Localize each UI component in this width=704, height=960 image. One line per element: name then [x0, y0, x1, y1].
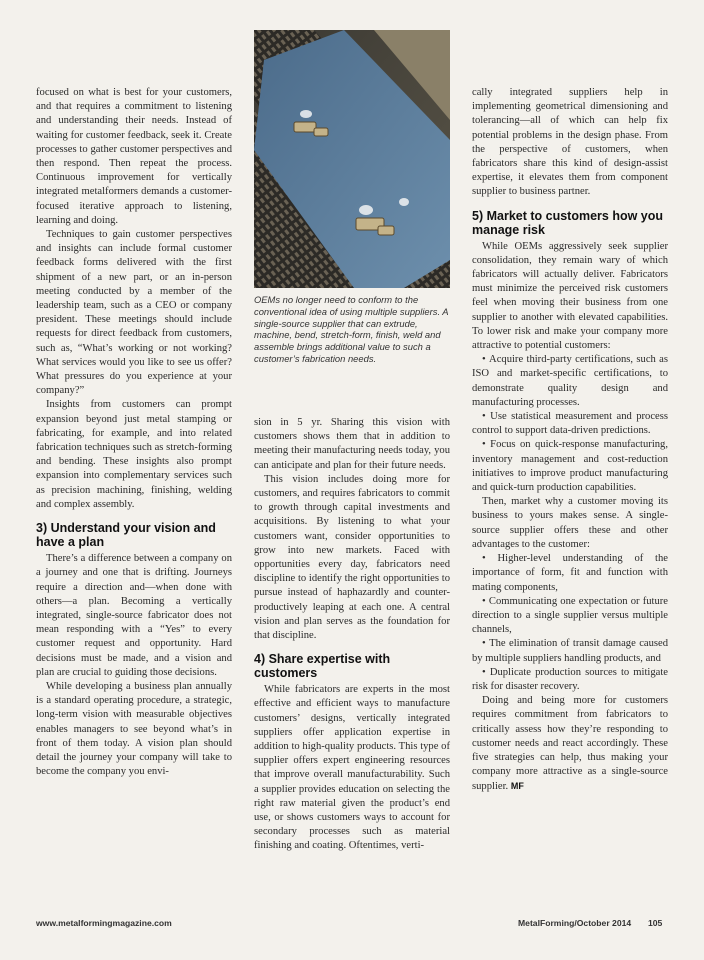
closing-text: Doing and being more for customers requires commitment from fabricators to critically assess how they’re responding to customer needs and react accordingly. These five strategies can help, thus making your company more attractive as a single-source supplier.: [472, 695, 668, 793]
photo-caption: OEMs no longer need to conform to the conventional idea of using multiple suppliers. A single-source supplier that can extrude, machine, bend, stretch-form, finish, weld and assemble brings additional value to such a customer’s fabrication needs.: [254, 294, 449, 364]
paragraph: cally integrated suppliers help in implementing geometrical dimensioning and tolerancing—all of which can help fix potential problems in the design phase. From the perspective of customers, when fabricators share this kind of design-assist expertise, it elevates them from component supplier to business partner.: [472, 87, 668, 198]
section-heading: 3) Understand your vision and have a plan: [36, 521, 216, 550]
list-item: • Duplicate production sources to mitigate risk for disaster recovery.: [472, 666, 668, 694]
paragraph: sion in 5 yr. Sharing this vision with customers shows them that in addition to meeting their manufacturing needs today, you can anticipate and plan for their future needs.: [254, 417, 450, 471]
article-column-3: [472, 86, 668, 795]
paragraph: focused on what is best for your customers, and that requires a commitment to listening and understanding their needs. Instead of waiting for customer feedback, seek it. Create processes to gather customer perspectives and then respond. Then repeat the process. Continuous improvement for vertically integrated metalformers demands a customer-focused iterative approach to listening, learning and doing.: [36, 87, 232, 226]
footer-website: www.metalformingmagazine.com: [36, 918, 172, 928]
paragraph: This vision includes doing more for customers, and requires fabricators to commit to growth through capital investments and acquisitions. By listening to what your customers want, consider opportunities to grow into new markets. Faced with opportunities every day, fabricators need discipline to identify the right opportunities to pursue instead of haphazardly and counter-productively leaping at each one. A central vision and plan serves as the foundation for that discipline.: [254, 473, 450, 642]
page-footer: [0, 918, 704, 932]
list-item: • The elimination of transit damage caused by multiple suppliers handling products, and: [472, 637, 668, 665]
paragraph: Techniques to gain customer perspectives and insights can include formal customer feedback forms delivered with the first shipment of a new part, or an in-person meeting conducted by a member of the leadership team, such as a CEO or company president. These meetings should include requests for direct feedback from customers, such as, “What’s working or not working? What services would you like to see us offer? What pressures do you experience at your company?”: [36, 229, 232, 397]
section-heading: 4) Share expertise with customers: [254, 652, 391, 681]
footer-magazine-issue: MetalForming/October 2014: [518, 918, 632, 928]
conveyor-photo: [254, 30, 450, 288]
paragraph: While developing a business plan annually is a standard operating procedure, a strategic, long-term vision with measurable objectives enables managers to see beyond what’s in front of them today. A vision plan should detail the journey your company will take to become the company you envi-: [36, 680, 232, 778]
list-item: • Higher-level understanding of the importance of form, fit and function with mating components,: [472, 552, 668, 595]
paragraph: There’s a difference between a company on a journey and one that is drifting. Journeys require a direction and—when done with others—a plan. Becoming a vertically integrated, single-source fabricator does not mean responding with a “Yes” to every customer request and opportunity. Hard decisions must be made, and a vision and plan are crucial to guiding those decisions.: [36, 553, 232, 678]
list-item: • Acquire third-party certifications, such as ISO and market-specific certifications, to demonstrate quality design and manufacturing processes.: [472, 353, 668, 410]
risk-list: [472, 353, 668, 495]
paragraph: While OEMs aggressively seek supplier consolidation, they remain wary of which fabricators will actually deliver. Fabricators must minimize the perceived risk customers feel when moving their business from one supplier to another with elevated capabilities. To lower risk and make your company more attractive to potential customers:: [472, 240, 668, 352]
paragraph: Then, market why a customer moving its business to yours makes sense. A single-source supplier offers these and other advantages to the customer:: [472, 496, 668, 550]
article-column-1: [36, 86, 232, 779]
list-item: • Communicating one expectation or future direction to a single supplier versus multiple channels,: [472, 595, 668, 638]
paragraph: [472, 694, 668, 794]
advantages-list: [472, 552, 668, 694]
list-item: • Focus on quick-response manufacturing, inventory management and cost-reduction initiatives to improve product manufacturing and quick-turn production capabilities.: [472, 438, 668, 495]
end-mark: MF: [510, 781, 524, 792]
section-heading: 5) Market to customers how you manage risk: [472, 208, 664, 237]
page-number: 105: [648, 918, 663, 928]
paragraph: Insights from customers can prompt expansion beyond just metal stamping or fabricating, for example, and into related fabrication techniques such as stretch-forming and bending. These insights also prompt expansion into complementary services such as precision machining, finishing, welding and complex assembly.: [36, 399, 232, 510]
paragraph: While fabricators are experts in the most effective and efficient ways to manufacture customers’ designs, vertically integrated suppliers offer application expertise in addition to high-quality products. This type of supplier offers expert engineering resources that improve overall manufacturability. Such a supplier provides education on selecting the right raw material given the product’s end use, or shows customers ways to account for secondary processes such as material finishing and coating. Oftentimes, verti-: [254, 684, 450, 852]
article-column-2: [254, 416, 450, 854]
list-item: • Use statistical measurement and process control to support data-driven predictions.: [472, 410, 668, 438]
